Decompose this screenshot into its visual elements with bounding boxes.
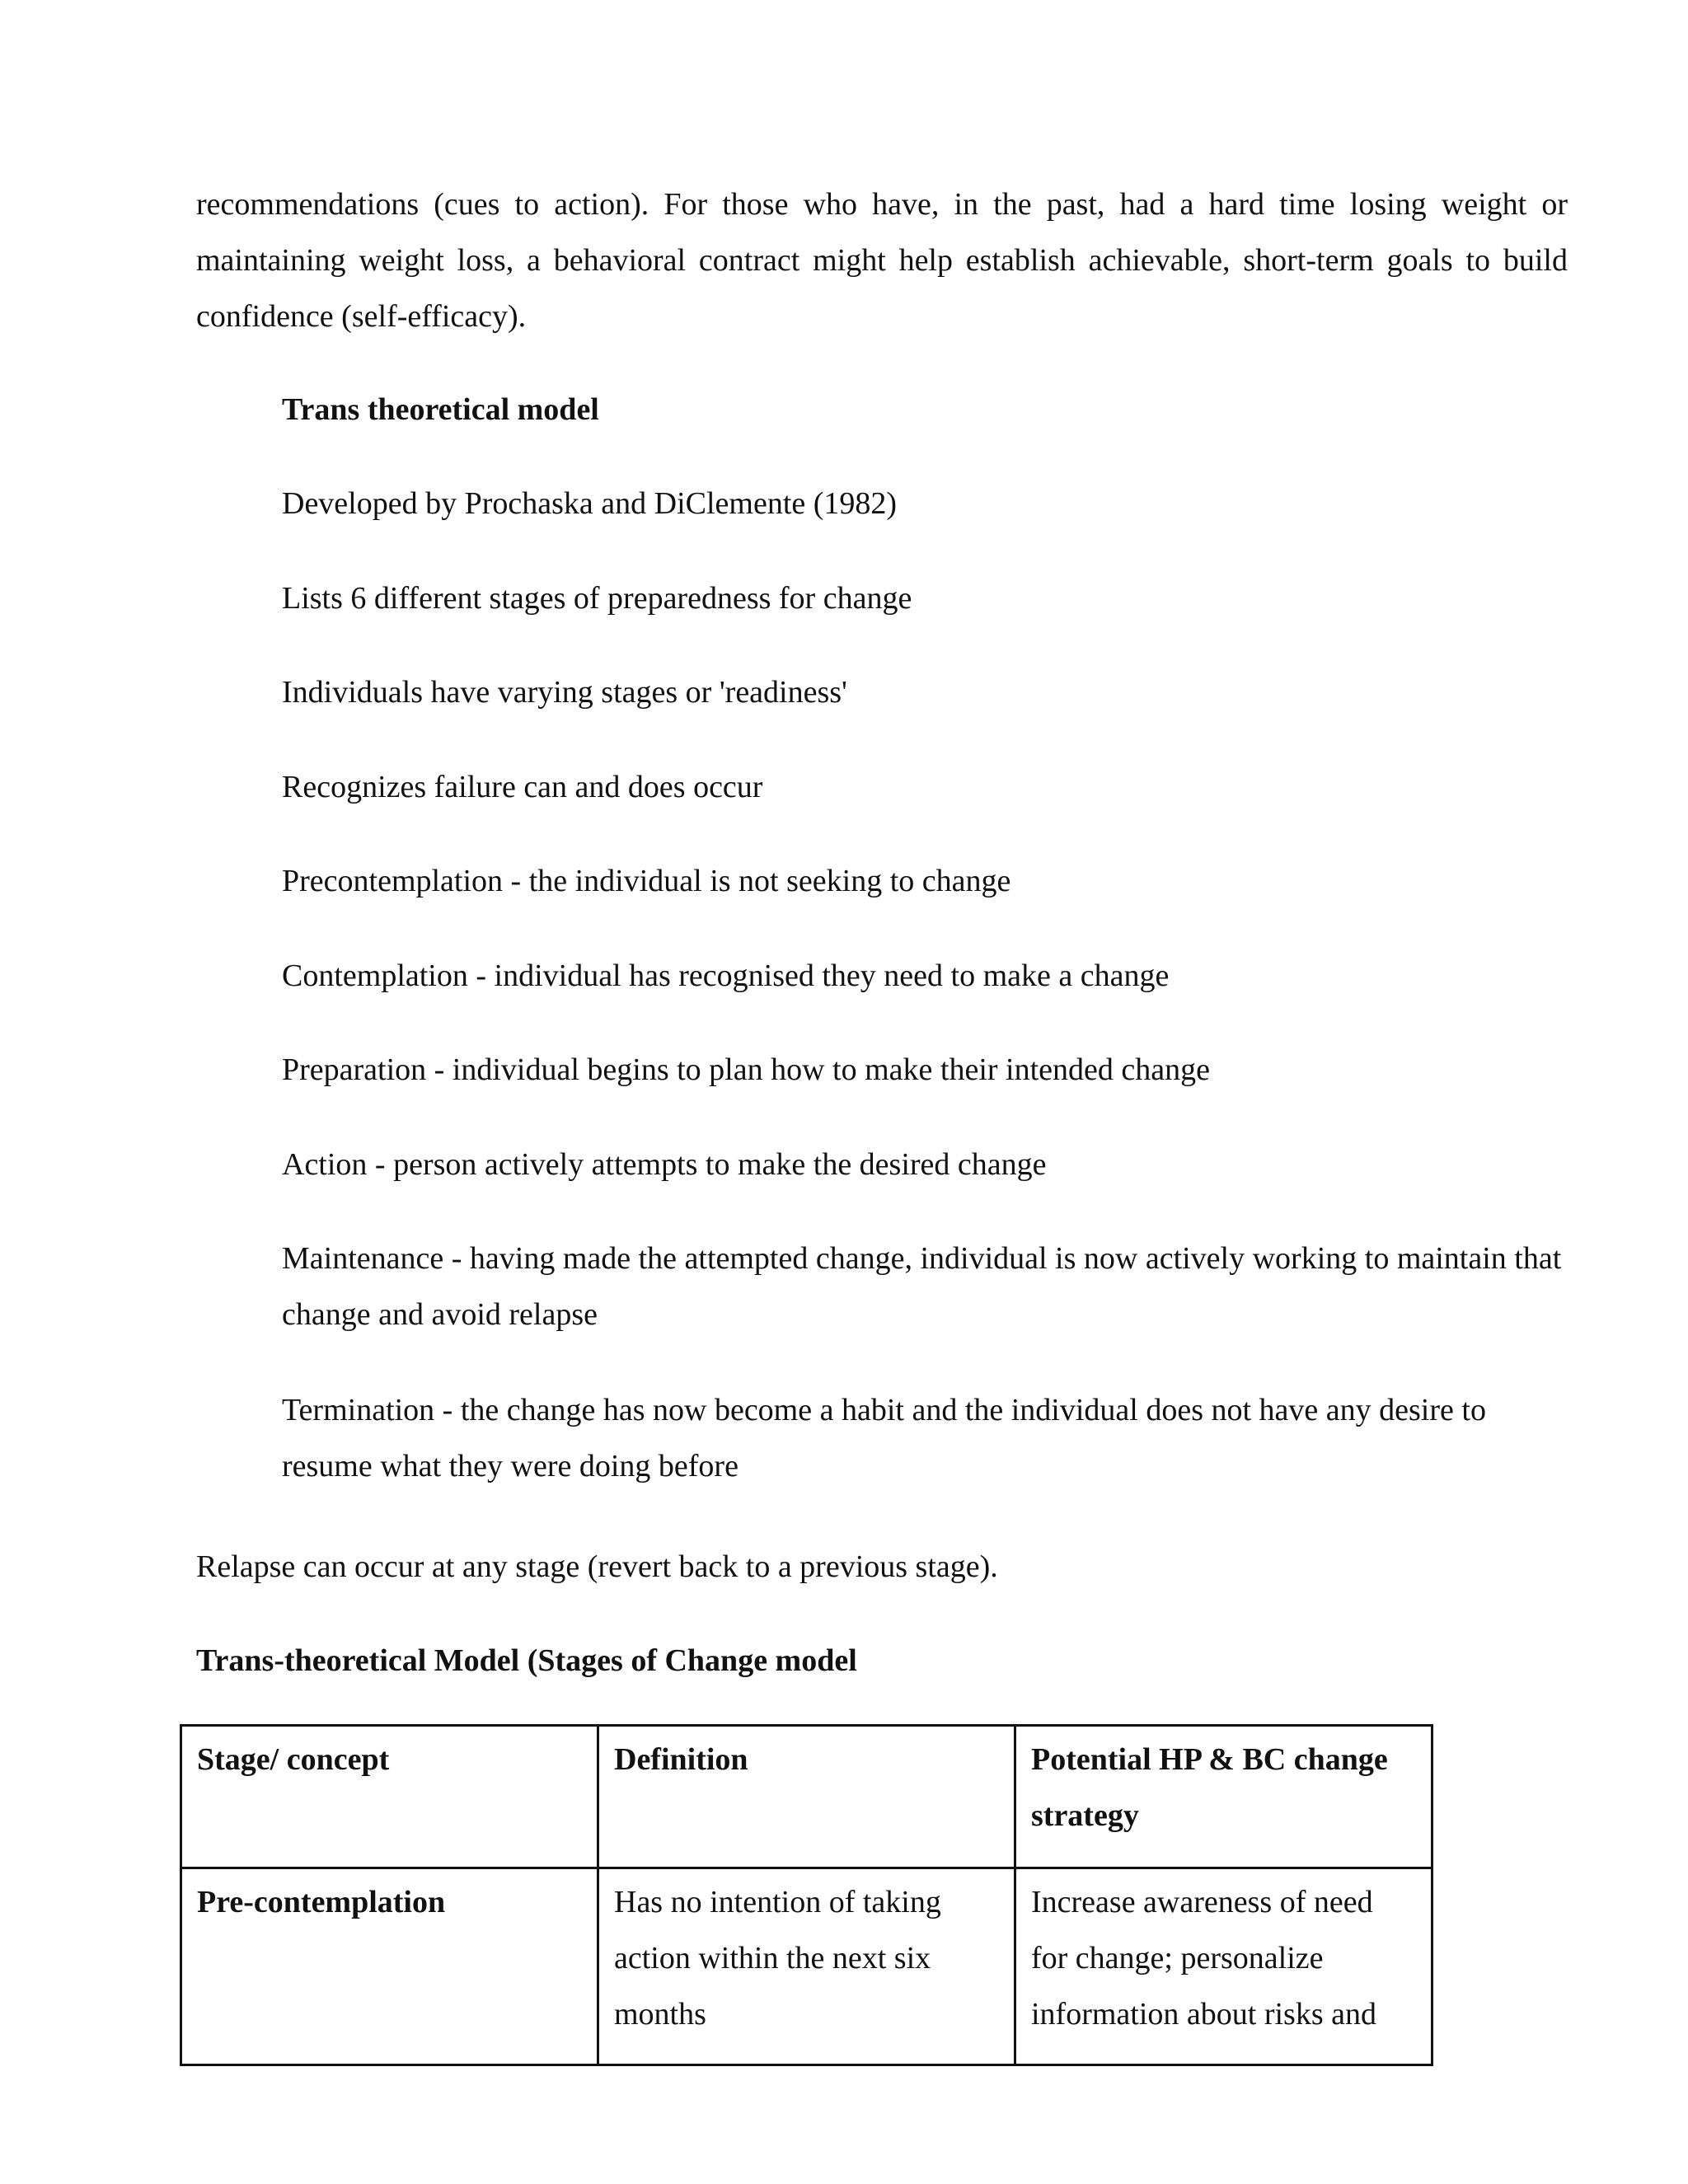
header-definition: Definition [598,1726,1015,1868]
header-stage: Stage/ concept [181,1726,598,1868]
cell-definition: Has no intention of taking action within the next six months [598,1868,1015,2065]
cell-strategy: Increase awareness of need for change; personalize information about risks and [1015,1868,1432,2065]
bullet-item: Lists 6 different stages of preparedness for change [282,581,912,616]
cell-stage: Pre-contemplation [181,1868,598,2065]
bullet-item: Developed by Prochaska and DiClemente (1982) [282,486,898,521]
bullet-item: Maintenance - having made the attempted change, individual is now actively working to maintain that change and avoid relapse [282,1241,1562,1332]
bullet-item: Action - person actively attempts to make the desired change [282,1147,1047,1182]
section-heading: Trans theoretical model [282,392,599,427]
bullet-item: Preparation - individual begins to plan how to make their intended change [282,1052,1210,1087]
table-row [181,1868,1432,2065]
stages-table [180,1724,1433,2066]
table-header-row [181,1726,1432,1868]
relapse-note: Relapse can occur at any stage (revert back to a previous stage). [196,1549,998,1584]
intro-paragraph: recommendations (cues to action). For those who have, in the past, had a hard time losing weight or maintaining weight loss, a behavioral contract might help establish achievable, short-term goals to build confidence (self-efficacy). [196,187,1568,334]
bullet-item: Precontemplation - the individual is not seeking to change [282,864,1011,898]
header-strategy: Potential HP & BC change strategy [1015,1726,1432,1868]
bullet-item: Contemplation - individual has recognised they need to make a change [282,958,1170,993]
bullet-item: Termination - the change has now become a habit and the individual does not have any desire to resume what they were doing before [282,1393,1486,1483]
bullet-item: Recognizes failure can and does occur [282,770,763,804]
bullet-item: Individuals have varying stages or 'readiness' [282,675,847,710]
table-heading: Trans-theoretical Model (Stages of Change model [196,1643,857,1678]
